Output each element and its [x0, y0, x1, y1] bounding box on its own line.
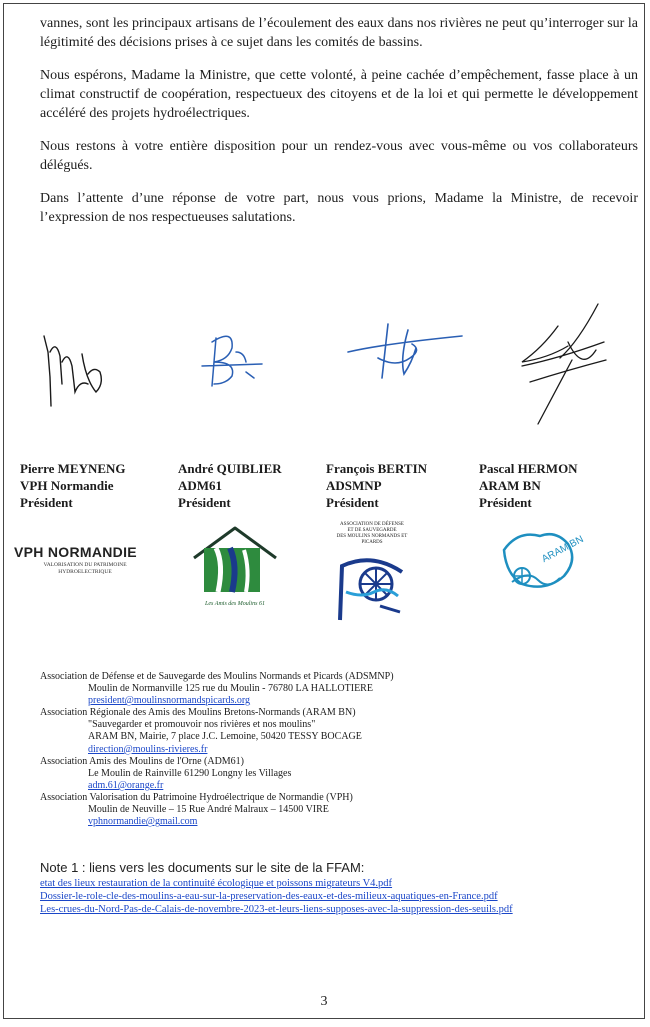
- signatory-name: André QUIBLIER: [178, 461, 282, 476]
- note-section: [40, 860, 630, 916]
- association-motto: "Sauvegarder et promouvoir nos rivières et nos moulins": [88, 719, 316, 731]
- logo-text-line: ET DE SAUVEGARDE: [347, 528, 397, 533]
- signatory-name: Pascal HERMON: [479, 461, 578, 476]
- document-page: [3, 3, 645, 1019]
- signatory-org: VPH Normandie: [20, 478, 114, 493]
- document-link[interactable]: Dossier-le-role-cle-des-moulins-a-eau-sur-la-preservation-des-eaux-et-des-milieux-aquatiques-en-France.pdf: [40, 891, 498, 902]
- logo-text-line: ASSOCIATION DE DÉFENSE: [340, 522, 404, 527]
- association-address: ARAM BN, Mairie, 7 place J.C. Lemoine, 50420 TESSY BOCAGE: [88, 731, 362, 743]
- email-link[interactable]: vphnormandie@gmail.com: [88, 816, 198, 828]
- signatory-bertin: [326, 460, 476, 511]
- logo-subtitle: VALORISATION DU PATRIMOINE: [43, 562, 127, 568]
- mill-roof-icon: [190, 524, 280, 594]
- association-address: Le Moulin de Rainville 61290 Longny les Villages: [88, 767, 292, 779]
- water-wheel-icon: [332, 546, 412, 622]
- signatory-name: François BERTIN: [326, 461, 428, 476]
- page-number: 3: [320, 994, 328, 1009]
- document-link[interactable]: Les-crues-du-Nord-Pas-de-Calais-de-novembre-2023-et-leurs-liens-supposes-avec-la-suppression-des-seuils.pdf: [40, 904, 513, 915]
- aram-bn-logo: [498, 524, 586, 600]
- adsmnp-logo: [332, 522, 412, 627]
- paragraph: vannes, sont les principaux artisans de l’écoulement des eaux dans nos rivières ne peut qu’interroger sur la légitimité des décisions prises à ce sujet dans les comités de bassins.: [40, 16, 638, 50]
- logo-subtitle: HYDROELECTRIQUE: [58, 569, 112, 575]
- signatory-org: ARAM BN: [479, 478, 541, 493]
- email-link[interactable]: president@moulinsnormandspicards.org: [88, 695, 251, 707]
- letter-body: [40, 14, 638, 241]
- signatory-org: ADM61: [178, 478, 223, 493]
- signature-meyneng: [38, 322, 118, 422]
- signatory-role: Président: [326, 495, 379, 510]
- logo-caption: Les Amis des Moulins 61: [205, 601, 265, 607]
- signatory-hermon: [479, 460, 629, 511]
- email-link[interactable]: adm.61@orange.fr: [88, 779, 164, 791]
- signatory-quiblier: [178, 460, 328, 511]
- association-name: Association de Défense et de Sauvegarde des Moulins Normands et Picards (ADSMNP): [40, 671, 394, 682]
- signatory-org: ADSMNP: [326, 478, 382, 493]
- logo-title: VPH NORMANDIE: [14, 544, 137, 560]
- association-contacts: [40, 671, 600, 828]
- paragraph: Nous espérons, Madame la Ministre, que cette volonté, à peine cachée d’empêchement, fasse place à un climat constructif de coopération, respectueux des citoyens et de la loi et qui permette le développement accéléré des projets hydroélectriques.: [40, 68, 638, 121]
- signature-hermon: [512, 302, 612, 430]
- paragraph: Dans l’attente d’une réponse de votre part, nous vous prions, Madame la Ministre, de recevoir l’expression de nos respectueuses salutations.: [40, 191, 638, 225]
- document-link[interactable]: etat des lieux restauration de la continuité écologique et poissons migrateurs V4.pdf: [40, 878, 393, 889]
- vph-normandie-logo: [14, 544, 156, 576]
- logo-text: ARAM BN: [540, 533, 586, 566]
- email-link[interactable]: direction@moulins-rivieres.fr: [88, 743, 208, 755]
- association-name: Association Régionale des Amis des Moulins Bretons-Normands (ARAM BN): [40, 707, 356, 719]
- signature-quiblier: [192, 322, 282, 412]
- adm61-logo: [190, 524, 280, 607]
- signatory-meyneng: [20, 460, 170, 511]
- association-address: Moulin de Neuville – 15 Rue André Malraux – 14500 VIRE: [88, 804, 329, 816]
- association-address: Moulin de Normanville 125 rue du Moulin - 76780 LA HALLOTIERE: [88, 683, 373, 695]
- logo-text-line: DES MOULINS NORMANDS ET PICARDS: [336, 534, 408, 545]
- signatory-role: Président: [20, 495, 73, 510]
- signatory-name: Pierre MEYNENG: [20, 461, 126, 476]
- aram-map-icon: [498, 524, 582, 600]
- signature-bertin: [342, 318, 472, 388]
- association-name: Association Valorisation du Patrimoine Hydroélectrique de Normandie (VPH): [40, 791, 353, 803]
- signatory-role: Président: [178, 495, 231, 510]
- signatory-role: Président: [479, 495, 532, 510]
- note-title: Note 1 : liens vers les documents sur le site de la FFAM:: [40, 860, 365, 875]
- association-name: Association Amis des Moulins de l'Orne (ADM61): [40, 755, 245, 767]
- paragraph: Nous restons à votre entière disposition pour un rendez-vous avec vous-même ou vos collaborateurs délégués.: [40, 139, 638, 173]
